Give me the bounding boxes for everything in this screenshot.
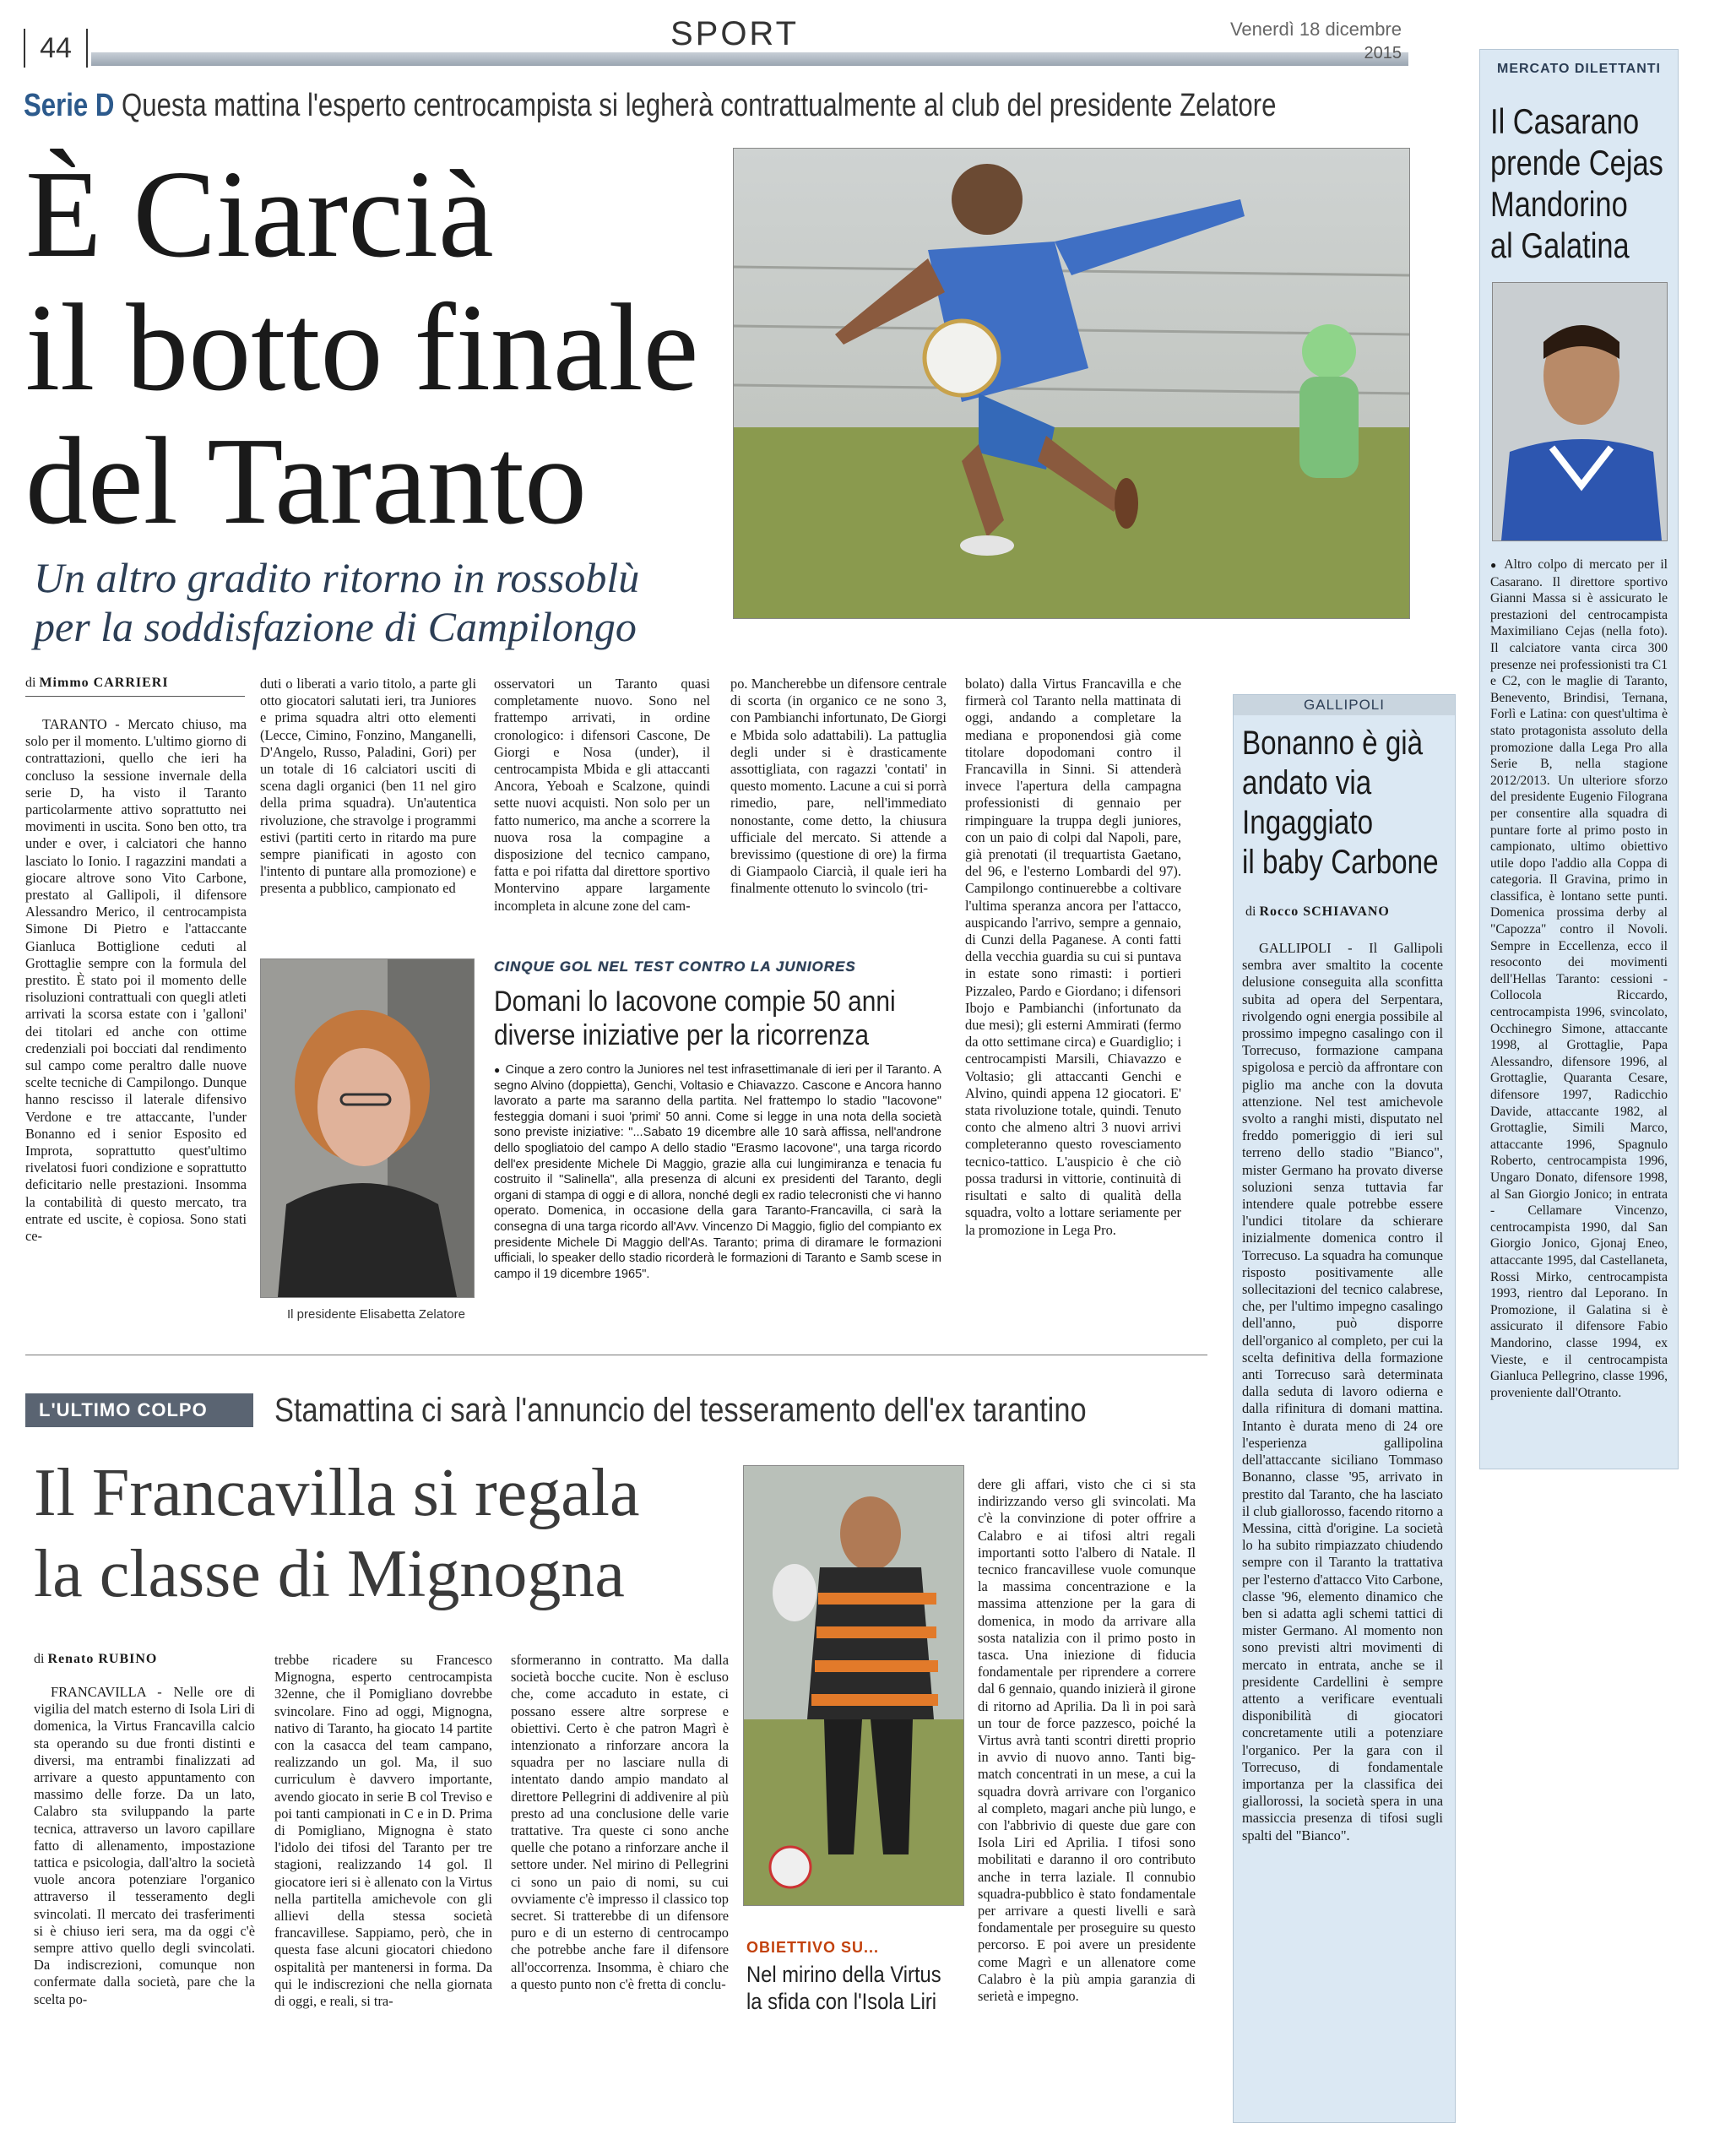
francavilla-headline — [34, 1453, 743, 1615]
main-column-2-text: duti o liberati a vario titolo, a parte gli otto giocatori salutati ieri, tra Juniores e prima squadra altri otto elementi (Lecce, Cimino, Fonzino, Manganelli, D'Angelo, Russo, Paladini, Gori) per un totale di 16 calciatori usciti di scena dagli organici (ben 11 nel giro della prima squadra). Un'autentica rivoluzione, che stravolge i programmi estivi (partiti certo in ritardo ma pure sempre pianificati in agosto con l'intento di puntare alla promozione) e presenta a pubblico, campionato ed — [260, 676, 476, 897]
main-column-4-text: po. Mancherebbe un difensore centrale di scorta (in organico ce ne sono 3, con Pambianchi infortunato, De Giorgi e Mbida solo adattabili). La pattuglia degli under si è drasticamente assottigliata, con ragazzi 'contati' in questo momento. Lacune a cui si porrà rimedio, pare, nell'immediato nonostante, come detto, la chiusura ufficiale del mercato. Si attende a brevissimo (questione di ore) la firma di Giampaolo Ciarcià, il quale ieri ha finalmente ottenuto lo svincolo (tri- — [730, 676, 947, 897]
francavilla-column-3-text: sformeranno in contratto. Ma dalla società bocche cucite. Non è escluso che, come accaduto in estate, ci possano essere altre sorprese e obiettivi. Certo è che patron Magrì è intenzionato a rinforzare ancora la squadra per no lasciare nulla di intentato dando ampio mandato al direttore Pellegrini di addivenire al più presto ad una conclusione delle varie trattative. Tra queste ci sono anche quelle che potano a rinforzare anche il settore under. Nel mirino di Pellegrini ci sono un paio di nomi, su cui ovviamente c'è impresso il classico top secret. Si tratterebbe di un difensore puro e di un esterno di centrocampo che potrebbe anche fare il difensore all'occorrenza. Insomma, è chiaro che a questo punto non c'è fretta di conclu- — [511, 1652, 729, 1992]
date-line: Venerdì 18 dicembre — [1229, 19, 1402, 40]
main-column-4 — [730, 676, 947, 946]
gallipoli-text — [1242, 940, 1443, 2114]
gallipoli-headline — [1242, 724, 1452, 882]
cejas-photo — [1492, 282, 1668, 541]
headline-line-1: È Ciarcià — [25, 145, 494, 284]
byline-prefix: di — [25, 676, 36, 690]
iacovone-tag: CINQUE GOL NEL TEST CONTRO LA JUNIORES — [494, 958, 856, 975]
gallipoli-byline — [1245, 904, 1448, 920]
byline-name: Mimmo CARRIERI — [39, 676, 169, 690]
iacovone-box — [494, 954, 950, 1343]
main-column-1-text: TARANTO - Mercato chiuso, ma solo per il momento. L'ultimo giorno di contrattazioni, quello che ieri ha concluso la sessione invernale della serie D, ha visto il Taranto particolarmente attivo soprattutto nei movimenti in uscita. Sono ben otto, tra under e over, i calciatori che hanno lasciato lo Ionio. I ragazzini mandati a giocare altrove sono Vito Carbone, prestato al Gallipoli, il difensore Alessandro Merico, il centrocampista Simone Di Pietro e l'attaccante Gianluca Bottiglione ceduti al Grottaglie sempre con la formula del prestito. È stato poi il momento delle risoluzioni contrattuali con quegli atleti arrivati la scorsa estate con i 'galloni' dei titolari ed anche con ottime credenziali poi bocciati dal rendimento sul campo come peraltro dalle nuove scelte tecniche di Campilongo. Dunque hanno rescisso il laterale difensivo Verdone e tre attaccante, l'under Bonanno ed i senior Esposito ed Improta, soprattutto quest'ultimo rivelatosi fuori condizione e soprattutto deficitario nelle prestazioni. Insomma la contabilità di questo mercato, tra entrate ed uscite, è copiosa. Sono stati ce- — [25, 716, 247, 1245]
iacovone-title-line-2: diverse iniziative per la ricorrenza — [494, 1019, 870, 1051]
page-header — [0, 0, 1419, 76]
francavilla-byline — [34, 1652, 253, 1667]
francavilla-tag: L'ULTIMO COLPO — [25, 1393, 253, 1427]
gallipoli-headline-line-3: Ingaggiato — [1242, 804, 1374, 841]
kicker-text: Questa mattina l'esperto centrocampista si legherà contrattualmente al club del presidente Zelatore — [122, 88, 1277, 123]
francavilla-byline-name: Renato RUBINO — [47, 1652, 158, 1666]
dilettanti-tag: MERCATO DILETTANTI — [1497, 62, 1661, 76]
gallipoli-text-body: GALLIPOLI - Il Gallipoli sembra aver smaltito la cocente delusione conseguita alla sconfitta subita ad opera del Serpentara, rivolgendo ogni energia possibile al prossimo impegno casalingo con il Torrecuso, formazione campana spigolosa e perciò da affrontare con piglio ma anche con la dovuta attenzione. Nel test amichevole svolto a ranghi misti, disputato nel freddo pomeriggio di ieri sul terreno dello stadio "Bianco", mister Germano ha provato diverse soluzioni senza tuttavia far intendere quale potrebbe essere l'undici titolare da schierare inizialmente domenica contro il Torrecuso. La squadra ha comunque risposto positivamente alle sollecitazioni del tecnico calabrese, che, per l'ultimo impegno casalingo dell'anno, può disporre dell'organico al completo, per cui la scelta definitiva della formazione anti Torrecuso sarà determinata dalla seduta di lavoro odierna e dalla rifinitura di domani mattina. Intanto è durata meno di 24 ore l'esperienza gallipolina dell'attaccante siciliano Tommaso Bonanno, classe '95, arrivato in prestito dal Taranto, che ha lasciato il club giallorosso, facendo ritorno a Messina, città d'origine. La società lo ha subito rimpiazzato chiudendo sempre con il Taranto la trattativa per l'esterno d'attacco Vito Carbone, classe '96, elemento dinamico che ben si adatta agli schemi tattici di mister Germano. Al momento non sono previsti altri movimenti di mercato in entrata, anche se il presidente Cardellini è sempre attento a verificare eventuali disponibilità di giocatori concretamente utili a potenziare l'organico. Per la gara con il Torrecuso, di fondamentale importanza per la classifica dei giallorossi, la società spera in una massiccia presenza di tifosi sugli spalti del "Bianco". — [1242, 940, 1443, 1843]
gallipoli-byline-prefix: di — [1245, 904, 1256, 919]
section-title: SPORT — [670, 15, 800, 52]
main-column-5 — [965, 676, 1181, 1343]
subhead-line-2: per la soddisfazione di Campilongo — [34, 603, 637, 650]
mignogna-photo — [743, 1465, 964, 1906]
main-kicker — [24, 84, 1277, 127]
gallipoli-headline-line-2: andato via — [1242, 764, 1372, 801]
mignogna-photo-title — [746, 1961, 940, 2015]
president-photo — [260, 958, 475, 1298]
iacovone-title-line-1: Domani lo Iacovone compie 50 anni — [494, 986, 896, 1018]
main-column-1 — [25, 716, 247, 1341]
dilettanti-headline-line-2: prende Cejas — [1490, 143, 1663, 182]
dilettanti-text-body: ● Altro colpo di mercato per il Casarano. Il direttore sportivo Gianni Massa si è assicurato le prestazioni del centrocampista Maximiliano Cejas (nella foto). Il calciatore vanta circa 300 presenze nei professionisti tra C1 e C2, con le maglie di Taranto, Benevento, Brindisi, Ternana, Forlì e Latina: con quest'ultima è stato protagonista assoluto della promozione dalla Lega Pro alla Serie B, nella stagione 2012/2013. Un ulteriore sforzo del presidente Eugenio Filograna per consentire alla squadra di puntare forte al primo posto in campionato, ultimo obiettivo utile dopo l'addio alla Coppa di categoria. Il Gravina, primo in classifica, è lontano sette punti. Domenica prossima derby al "Capozza" contro il Novoli. Sempre in Eccellenza, ecco il resoconto dei movimenti dell'Hellas Taranto: cessioni - Collocola Riccardo, centrocampista 1996, svincolato, Occhinegro Simone, attaccante 1998, al Grottaglie, Papa Alessandro, difensore 1996, al Grottaglie, Quaranta Cesare, difensore 1997, Radicchio Davide, attaccante 1982, al Grottaglie, Simili Marco, attaccante 1996, Spagnulo Roberto, centrocampista 1996, Ungaro Donato, difensore 1998, al San Giorgio Jonico; in entrata - Cellamare Vincenzo, centrocampista 1990, dal San Giorgio Jonico, Gjonaj Eneo, attaccante 1995, dal Castellaneta, Rossi Mirko, centrocampista 1993, rientro dal Leporano. In Promozione, il Galatina si è assicurato il difensore Fabio Mandorino, classe 1994, ex Vieste, e il centrocampista Gianluca Pellegrino, classe 1996, proveniente dall'Otranto. — [1490, 557, 1668, 1401]
main-column-5-text: bolato) dalla Virtus Francavilla e che firmerà col Taranto nella mattinata di oggi, andando a completare la mediana e proponendosi già come titolare dopodomani contro il Francavilla in Sinni. Si attenderà invece l'apertura della campagna professionisti di gennaio per rimpinguare la truppa degli juniores, con un paio di colpi dal Napoli, pare, già prenotati (il trequartista Gaetano, del 96, e l'esterno Lombardi del 97). Campilongo continuerebbe a coltivare l'ultima speranza ancora per l'attacco, auspicando l'arrivo, sempre a gennaio, di Cunzi della Paganese. A conti fatti della vecchia guardia su cui si puntava in estate sono rimasti: i portieri Pizzaleo, Pardo e Giordano; i difensori Ibojo e Pambianchi (infortunato da due mesi); gli esterni Ammirati (fermo da otto settimane circa) e Guardiglio; i centrocampisti Marsili, Chiavazzo e Voltasio; gli attaccanti Genchi e Alvino, quindi appena 12 giocatori. E' stata rivoluzione totale, quindi. Tenuto conto che almeno altri 3 nuovi arrivi completeranno questo rovesciamento tecnico-tattico. L'auspicio è che ciò possa tradursi in vittorie, continuità di risultati e salto di qualità della squadra, volto a lottare seriamente per la promozione in Lega Pro. — [965, 676, 1181, 1238]
main-column-3-text: osservatori un Taranto quasi completamente nuovo. Sono nel frattempo arrivati, in ordine cronologico: i difensori Cascone, De Giorgi e Nosa (under), il centrocampista Mbida e gli attaccanti Ancora, Yeboah e Scalzone, quindi sette nuovi acquisti. Non solo per un fatto numerico, ma anche a scorrere la nuova rosa la compagine a disposizione del tecnico campano, fatta e poi rifatta dal direttore sportivo Montervino appare largamente incompleta in alcune zone del cam- — [494, 676, 710, 914]
francavilla-byline-prefix: di — [34, 1652, 45, 1666]
headline-line-2: il botto finale — [25, 279, 699, 417]
date-year: 2015 — [1364, 44, 1402, 62]
headline-line-3: del Taranto — [25, 412, 587, 551]
mignogna-photo-tag: OBIETTIVO SU... — [746, 1939, 880, 1956]
dilettanti-headline-line-4: al Galatina — [1490, 225, 1630, 265]
iacovone-title — [494, 985, 895, 1052]
page-number: 44 — [24, 29, 88, 68]
main-byline — [25, 676, 245, 691]
main-headline — [25, 145, 726, 551]
gallipoli-headline-line-4: il baby Carbone — [1242, 844, 1439, 881]
main-subhead — [34, 553, 726, 651]
gallipoli-box — [1233, 694, 1456, 2123]
main-column-3 — [494, 676, 710, 946]
mignogna-photo-title-line-1: Nel mirino della Virtus — [746, 1962, 941, 1987]
iacovone-text — [494, 1062, 941, 1341]
francavilla-column-3 — [511, 1652, 729, 2091]
gallipoli-byline-name: Rocco SCHIAVANO — [1259, 904, 1390, 919]
francavilla-column-2 — [274, 1652, 492, 2091]
dilettanti-headline-line-3: Mandorino — [1490, 184, 1628, 224]
dilettanti-text — [1490, 557, 1668, 1460]
francavilla-column-1 — [34, 1684, 255, 2089]
francavilla-column-1-text: FRANCAVILLA - Nelle ore di vigilia del match esterno di Isola Liri di domenica, la Virtus Francavilla calcio sta operando su due fronti distinti e diversi, ma entrambi finalizzati ad arrivare a questo appuntamento con massimo delle forze. Da un lato, Calabro sta sviluppando la parte tecnica, attraverso un lavoro capillare fatto di allenamento, impostazione tattica e psicologia, dall'altro la società vuole ancora potenziare l'organico attraverso il tesseramento degli svincolati. Il mercato dei trasferimenti si è chiuso ieri sera, ma da oggi c'è sempre attivo quello degli svincolati. Da indiscrezioni, comunque non confermate dalla società, pare che la scelta po- — [34, 1684, 255, 2007]
president-caption: Il presidente Elisabetta Zelatore — [287, 1307, 465, 1322]
mignogna-photo-title-line-2: la sfida con l'Isola Liri — [746, 1989, 937, 2014]
francavilla-kicker: Stamattina ci sarà l'annuncio del tesseramento dell'ex tarantino — [274, 1392, 1087, 1429]
gallipoli-tag: GALLIPOLI — [1234, 695, 1455, 715]
dilettanti-box — [1479, 49, 1679, 1469]
subhead-line-1: Un altro gradito ritorno in rossoblù — [34, 554, 640, 601]
francavilla-column-4-text: dere gli affari, visto che ci si sta indirizzando verso gli svincolati. Ma c'è la convinzione di poter offrire a Calabro e ai tifosi altri regali importanti sotto l'albero di Natale. Il tecnico francavillese vuole comunque la massima concentrazione e la massima attenzione per la gara di domenica, in modo da arrivare alla sosta natalizia con il primo posto in tasca. Una iniezione di fiducia fondamentale per riprendere a correre dal 6 gennaio, quando inizierà il girone di ritorno ad Aprilia. Da lì in poi sarà un tour de force pazzesco, poiché la Virtus avrà tanti scontri diretti proprio in avvio di nuovo anno. Tanti big-match concentrati in un mese, a cui la squadra dovrà arrivare con l'organico al completo, magari anche più lungo, e con l'abbrivio di queste due gare con Isola Liri ed Aprilia. I tifosi sono mobilitati e daranno il oro contributo anche in terra laziale. Il connubio squadra-pubblico è stato fondamentale per arrivare a questi livelli e sarà fondamentale per proseguire su questo percorso. E poi avere un presidente come Magrì e un allenatore come Calabro è la più ampia garanzia di serietà e impegno. — [978, 1476, 1196, 2005]
byline-rule — [25, 696, 245, 697]
francavilla-column-2-text: trebbe ricadere su Francesco Mignogna, esperto centrocampista 32enne, che il Pomigliano dovrebbe svincolare. Fino ad oggi, Mignogna, nativo di Taranto, ha giocato 14 partite con la casacca del team campano, realizzando un gol. Ma, il suo curriculum è davvero importante, avendo giocato in serie B col Treviso e poi tanti campionati in C e in D. Prima di Pomigliano, Mignogna è stato l'idolo dei tifosi del Taranto per tre stagioni, realizzando 14 gol. Il giocatore ieri si è allenato con la Virtus nella partitella amichevole con gli allievi della stessa società francavillese. Sappiamo, però, che in questa fase alcuni giocatori chiedono ospitalità per mantenersi in forma. Da qui le indiscrezioni che nella giornata di oggi, e reali, si tra- — [274, 1652, 492, 2010]
main-photo — [733, 148, 1410, 619]
kicker-label: Serie D — [24, 88, 115, 123]
header-rule — [91, 52, 1408, 66]
iacovone-text-body: ● Cinque a zero contro la Juniores nel test infrasettimanale di ieri per il Taranto. A segno Alvino (doppietta), Genchi, Voltasio e Chiavazzo. Cascone e Ancora hanno lavorato a parte ma saranno della partita. Nel frattempo lo stadio "Iacovone" festeggia domani i suoi 'primi' 50 anni. Come si legge in una nota della società sono previste iniziative: "...Sabato 19 dicembre alle 10 sarà affissa, nell'androne dello spogliatoio del campo A dello stadio "Erasmo Iacovone", una targa ricordo dell'ex presidente Michele Di Maggio, grazie alla cui lungimiranza e tenacia fu costruito il "Salinella", alla presenza di alcuni ex presidenti del Taranto, degli organi di stampa di oggi e di allora, nonché degli ex radio telecronisti che vi hanno operato. Domenica, in occasione della gara Taranto-Francavilla, ci sarà la consegna di una targa ricordo all'Avv. Vincenzo Di Maggio, figlio del compianto ex presidente Michele Di Maggio dell'As. Taranto; prima di diramare le formazioni ufficiali, lo speaker dello stadio ricorderà le formazioni di Taranto e Samb scese in campo il 19 dicembre 1965". — [494, 1062, 941, 1282]
francavilla-headline-line-1: Il Francavilla si regala — [34, 1456, 640, 1530]
francavilla-headline-line-2: la classe di Mignogna — [34, 1537, 625, 1611]
francavilla-column-4 — [978, 1476, 1196, 2118]
dilettanti-headline — [1490, 100, 1670, 266]
dilettanti-headline-line-1: Il Casarano — [1490, 101, 1640, 141]
gallipoli-headline-line-1: Bonanno è già — [1242, 725, 1424, 762]
main-column-2 — [260, 676, 476, 946]
